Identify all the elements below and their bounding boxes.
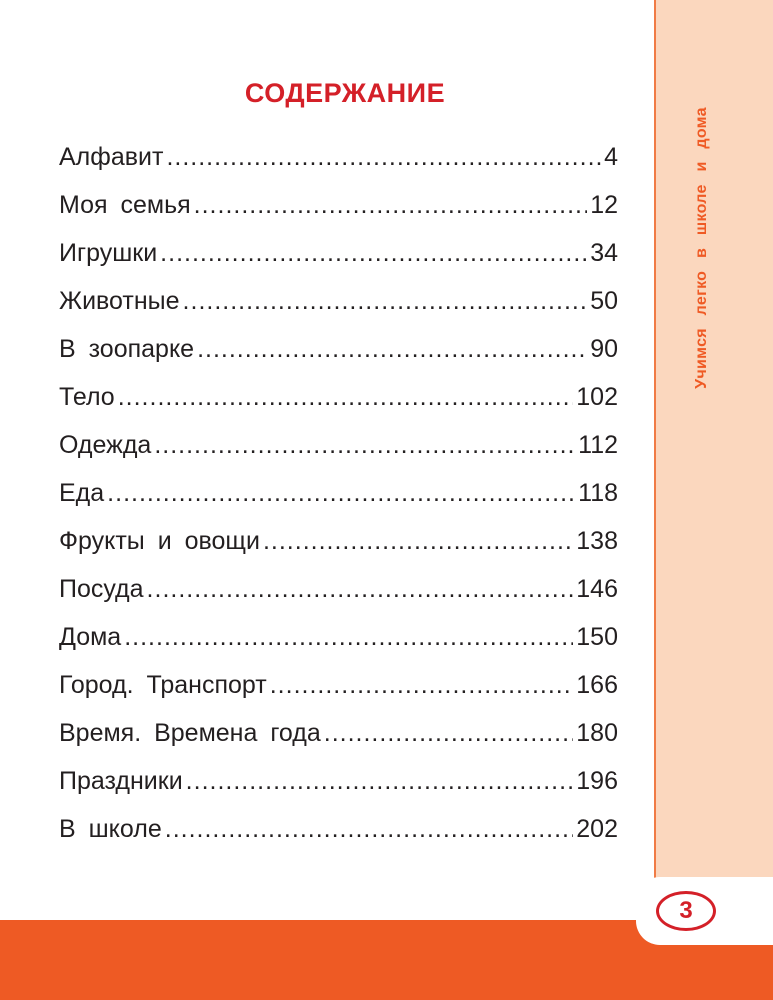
- toc-entry-label: Одежда: [59, 431, 152, 459]
- toc-entry-label: Время. Времена года: [59, 719, 321, 747]
- table-of-contents: [59, 143, 618, 863]
- toc-entry[interactable]: [59, 383, 618, 431]
- toc-dot-leader: [324, 719, 574, 748]
- page-number: 3: [656, 891, 716, 931]
- toc-entry[interactable]: [59, 671, 618, 719]
- toc-dot-leader: [107, 479, 575, 508]
- toc-entry[interactable]: [59, 527, 618, 575]
- toc-entry-label: В школе: [59, 815, 162, 843]
- toc-entry-label: Посуда: [59, 575, 144, 603]
- side-caption: Учимся легко в школе и дома: [693, 107, 710, 389]
- toc-entry-label: Моя семья: [59, 191, 191, 219]
- toc-entry[interactable]: [59, 767, 618, 815]
- toc-entry-page: 102: [576, 383, 618, 411]
- toc-entry-page: 4: [604, 143, 618, 171]
- toc-entry[interactable]: [59, 623, 618, 671]
- toc-entry-page: 118: [578, 479, 618, 507]
- toc-dot-leader: [186, 767, 574, 796]
- toc-entry-page: 90: [590, 335, 618, 363]
- toc-entry-page: 146: [576, 575, 618, 603]
- toc-entry-page: 112: [578, 431, 618, 459]
- toc-dot-leader: [183, 287, 588, 316]
- toc-entry-page: 12: [590, 191, 618, 219]
- toc-dot-leader: [197, 335, 587, 364]
- toc-entry-page: 196: [576, 767, 618, 795]
- toc-entry-label: Тело: [59, 383, 115, 411]
- toc-entry-page: 138: [576, 527, 618, 555]
- toc-dot-leader: [124, 623, 573, 652]
- toc-entry-page: 34: [590, 239, 618, 267]
- toc-entry[interactable]: [59, 479, 618, 527]
- toc-dot-leader: [166, 143, 601, 172]
- toc-entry-label: Город. Транспорт: [59, 671, 267, 699]
- page-title: СОДЕРЖАНИЕ: [244, 78, 446, 108]
- toc-entry[interactable]: [59, 815, 618, 863]
- toc-entry-page: 50: [590, 287, 618, 315]
- toc-entry-label: Животные: [59, 287, 180, 315]
- toc-dot-leader: [263, 527, 573, 556]
- toc-dot-leader: [147, 575, 574, 604]
- toc-entry-label: Игрушки: [59, 239, 158, 267]
- toc-entry[interactable]: [59, 335, 618, 383]
- toc-entry-label: Фрукты и овощи: [59, 527, 260, 555]
- toc-entry-label: Еда: [59, 479, 105, 507]
- toc-entry-label: Алфавит: [59, 143, 164, 171]
- toc-entry-label: Дома: [59, 623, 122, 651]
- toc-entry-label: Праздники: [59, 767, 183, 795]
- toc-entry-page: 180: [576, 719, 618, 747]
- toc-dot-leader: [118, 383, 574, 412]
- toc-entry-page: 166: [576, 671, 618, 699]
- toc-entry-label: В зоопарке: [59, 335, 195, 363]
- toc-entry[interactable]: [59, 431, 618, 479]
- toc-entry[interactable]: [59, 143, 618, 191]
- toc-entry[interactable]: [59, 239, 618, 287]
- toc-dot-leader: [154, 431, 575, 460]
- toc-entry[interactable]: [59, 719, 618, 767]
- toc-dot-leader: [160, 239, 587, 268]
- toc-entry-page: 202: [576, 815, 618, 843]
- side-strip: [654, 0, 773, 900]
- toc-entry[interactable]: [59, 575, 618, 623]
- toc-dot-leader: [165, 815, 574, 844]
- toc-entry[interactable]: [59, 287, 618, 335]
- toc-entry[interactable]: [59, 191, 618, 239]
- toc-dot-leader: [194, 191, 588, 220]
- toc-entry-page: 150: [576, 623, 618, 651]
- toc-dot-leader: [270, 671, 574, 700]
